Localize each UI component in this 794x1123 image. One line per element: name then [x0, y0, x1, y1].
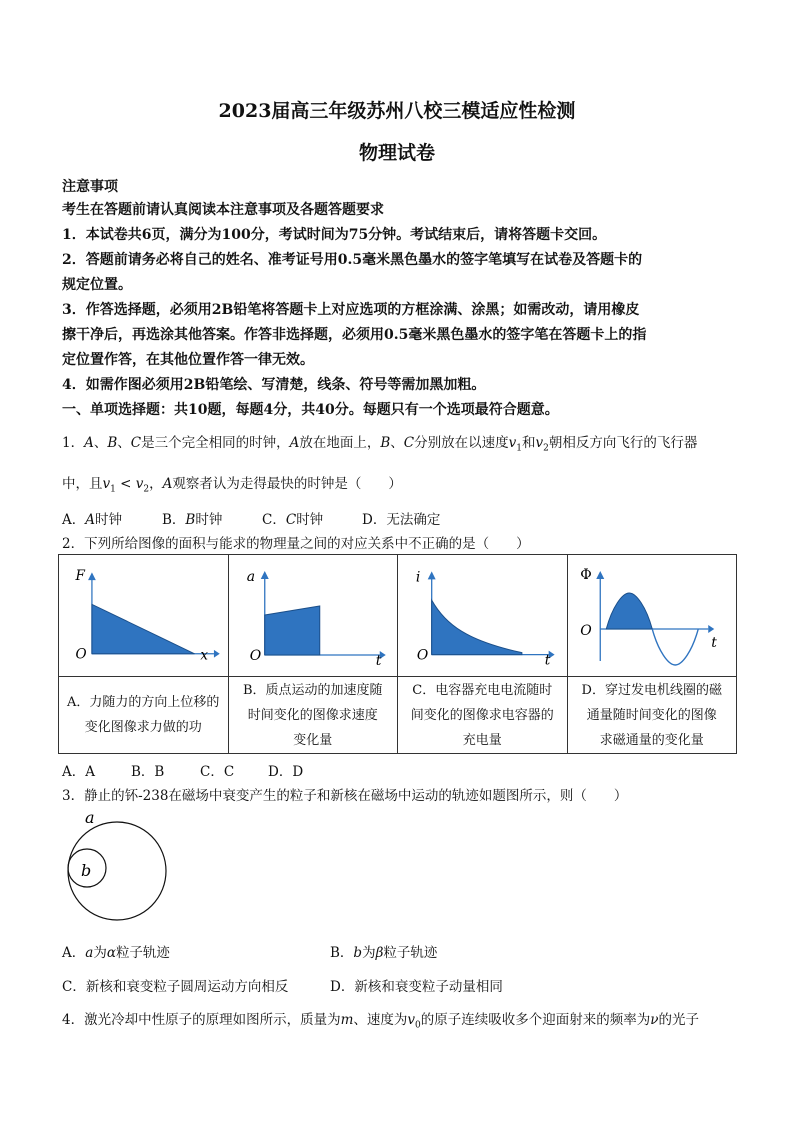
graph-a-xlabel: x	[200, 647, 209, 664]
y-axis-arrow-icon	[260, 571, 268, 579]
q2-option-c[interactable]: C．C	[200, 764, 235, 780]
q2-stem: 2．下列所给图像的面积与能求的物理量之间的对应关系中不正确的是（ ）	[62, 536, 530, 552]
q3-option-a[interactable]: A．a为α粒子轨迹	[62, 945, 170, 961]
y-axis-arrow-icon	[428, 571, 436, 579]
y-axis-arrow-icon	[88, 572, 96, 580]
q2-graph-d-cell	[567, 555, 737, 677]
q3-option-c[interactable]: C．新核和衰变粒子圆周运动方向相反	[62, 979, 289, 995]
graph-c-ylabel: i	[415, 569, 421, 586]
track-a-label: a	[85, 808, 95, 827]
q2-graph-a	[59, 555, 228, 676]
q1-line-2: 中，且$v_1 < v_2$，A观察者认为走得最快的时钟是（ ）	[62, 476, 402, 495]
q2-graph-c	[398, 555, 567, 676]
q3-stem: 3．静止的钚-238在磁场中衰变产生的粒子和新核在磁场中运动的轨迹如题图所示，则（ ）	[62, 788, 628, 804]
q2-caption-a: A．力随力的方向上位移的 变化图像求力做的功	[59, 677, 229, 754]
q1-option-c[interactable]: C．C时钟	[262, 512, 324, 528]
graph-d-ylabel: Φ	[579, 567, 592, 583]
exam-title: 2023届高三年级苏州八校三模适应性检测	[218, 100, 576, 122]
track-b-label: b	[81, 861, 92, 880]
notice-line-6: 定位置作答，在其他位置作答一律无效。	[62, 352, 314, 368]
q3-option-d[interactable]: D．新核和衰变粒子动量相同	[330, 979, 503, 995]
q4-stem: 4．激光冷却中性原子的原理如图所示，质量为m、速度为$v_0$的原子连续吸收多个迎面射来的频率为ν的光子	[62, 1012, 699, 1031]
graph-d-area	[606, 593, 652, 629]
graph-a-area	[92, 604, 195, 653]
graph-d-xlabel: t	[710, 635, 717, 651]
q2-caption-d: D．穿过发电机线圈的磁 通量随时间变化的图像 求磁通量的变化量	[567, 677, 737, 754]
q2-option-d[interactable]: D．D	[268, 764, 304, 780]
notice-line-5: 擦干净后，再选涂其他答案。作答非选择题，必须用0.5毫米黑色墨水的签字笔在答题卡上的指	[62, 327, 647, 343]
notice-line-7: 4．如需作图必须用2B铅笔绘、写清楚，线条、符号等需加黑加粗。	[62, 377, 486, 393]
graph-d-curve	[652, 629, 698, 665]
notice-intro: 考生在答题前请认真阅读本注意事项及各题答题要求	[62, 202, 384, 218]
notice-line-3: 规定位置。	[62, 277, 132, 293]
q2-graph-c-cell	[398, 555, 568, 677]
x-axis-arrow-icon	[708, 625, 714, 633]
notice-line-2: 2．答题前请务必将自己的姓名、准考证号用0.5毫米黑色墨水的签字笔填写在试卷及答题卡的	[62, 252, 643, 268]
q1-option-b[interactable]: B．B时钟	[162, 512, 223, 528]
notice-line-1: 1．本试卷共6页，满分为100分，考试时间为75分钟。考试结束后，请将答题卡交回。	[62, 227, 607, 243]
graph-b-origin: O	[249, 648, 261, 664]
q2-option-b[interactable]: B．B	[131, 764, 165, 780]
q2-graph-table	[58, 554, 737, 754]
graph-b-area	[264, 606, 319, 655]
graph-b-ylabel: a	[246, 569, 255, 585]
q2-option-a[interactable]: A．A	[62, 764, 95, 780]
graph-c-area	[432, 600, 522, 655]
q2-caption-b: B．质点运动的加速度随 时间变化的图像求速度 变化量	[228, 677, 398, 754]
q3-track-diagram	[58, 806, 178, 926]
q2-graph-b	[229, 555, 398, 676]
q2-graph-d	[568, 555, 737, 676]
graph-c-origin: O	[416, 647, 429, 664]
q1-option-a[interactable]: A．A时钟	[62, 512, 122, 528]
graph-a-ylabel: F	[75, 568, 85, 585]
q2-caption-c: C．电容器充电电流随时 间变化的图像求电容器的 充电量	[398, 677, 568, 754]
exam-subtitle: 物理试卷	[358, 142, 435, 164]
q1-option-d[interactable]: D．无法确定	[362, 512, 441, 528]
graph-c-xlabel: t	[544, 652, 551, 669]
q2-graph-a-cell	[59, 555, 229, 677]
y-axis-arrow-icon	[596, 571, 604, 579]
graph-d-origin: O	[579, 623, 592, 639]
q3-option-b[interactable]: B．b为β粒子轨迹	[330, 945, 438, 961]
x-axis-arrow-icon	[214, 650, 220, 658]
section-heading: 一、单项选择题：共10题，每题4分，共40分。每题只有一个选项最符合题意。	[62, 402, 559, 418]
q1-line-1: 1．A、B、C是三个完全相同的时钟，A放在地面上，B、C分别放在以速度$v_1$和$v_2$朝相反方向飞行的飞行器	[62, 435, 698, 454]
graph-a-origin: O	[75, 646, 87, 663]
graph-b-xlabel: t	[375, 653, 381, 669]
notice-line-4: 3．作答选择题，必须用2B铅笔将答题卡上对应选项的方框涂满、涂黑；如需改动，请用橡皮	[62, 302, 640, 318]
notice-heading: 注意事项	[62, 179, 118, 195]
q2-graph-b-cell	[228, 555, 398, 677]
